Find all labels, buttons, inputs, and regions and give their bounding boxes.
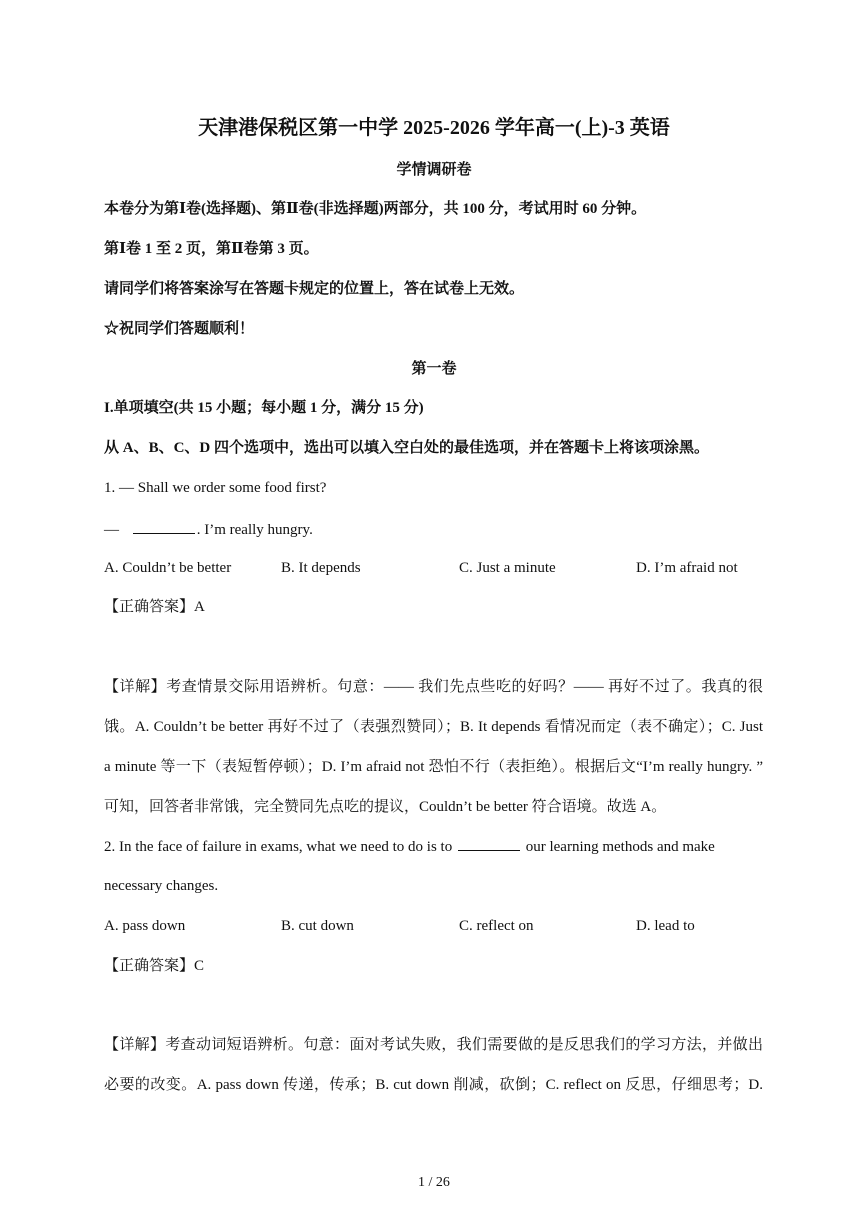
question-1-stem: 1. — Shall we order some food first? [104, 480, 327, 496]
question-1-option-a: A. Couldn’t be better [104, 560, 232, 576]
stem-text: our learning methods and make [525, 839, 715, 855]
question-1-option-c: C. Just a minute [459, 560, 556, 576]
question-2-explanation-line: 【详解】考查动词短语辨析。句意：面对考试失败，我们需要做的是反思我们的学习方法，并做出 [104, 1037, 763, 1053]
page-number: 1 / 26 [418, 1175, 450, 1190]
question-2-option-c: C. reflect on [459, 918, 534, 934]
intro-line-3: 请同学们将答案涂写在答题卡规定的位置上，答在试卷上无效。 [104, 281, 525, 297]
question-1-explanation-line: 饿。A. Couldn’t be better 再好不过了（表强烈赞同）；B. It depends 看情况而定（表不确定）；C. Just [104, 719, 763, 735]
question-2-stem-continued: necessary changes. [104, 878, 219, 894]
intro-line-2: 第Ⅰ卷 1 至 2 页，第Ⅱ卷第 3 页。 [104, 241, 319, 257]
part-heading: I.单项填空(共 15 小题；每小题 1 分，满分 15 分) [104, 400, 424, 416]
reply-dash: — [104, 522, 119, 538]
intro-line-1: 本卷分为第Ⅰ卷(选择题)、第Ⅱ卷(非选择题)两部分，共 100 分，考试用时 60 分钟。 [104, 201, 647, 217]
question-2-stem [104, 836, 715, 857]
intro-line-4: ☆祝同学们答题顺利！ [104, 321, 255, 337]
question-2-answer: 【正确答案】C [104, 958, 205, 974]
question-1-answer: 【正确答案】A [104, 599, 205, 615]
stem-text: 2. In the face of failure in exams, what we need to do is to [104, 839, 453, 855]
question-1-option-b: B. It depends [281, 560, 361, 576]
question-1-explanation-line: 【详解】考查情景交际用语辨析。句意：—— 我们先点些吃的好吗？—— 再好不过了。我真的很 [104, 679, 763, 695]
answer-blank [133, 519, 195, 534]
answer-blank [458, 836, 520, 851]
document-subtitle: 学情调研卷 [396, 162, 472, 178]
question-2-option-d: D. lead to [636, 918, 695, 934]
question-2-option-a: A. pass down [104, 918, 186, 934]
section-title: 第一卷 [411, 361, 457, 377]
question-1-explanation-line: a minute 等一下（表短暂停顿）；D. I’m afraid not 恐怕不行（表拒绝）。根据后文“I’m really hungry. ” [104, 759, 763, 775]
question-1-stem-reply [104, 519, 313, 540]
question-2-explanation-line: 必要的改变。A. pass down 传递，传承；B. cut down 削减，砍倒；C. reflect on 反思，仔细思考；D. [104, 1077, 763, 1093]
question-1-option-d: D. I’m afraid not [636, 560, 738, 576]
document-title: 天津港保税区第一中学 2025-2026 学年高一(上)-3 英语 [198, 117, 670, 139]
question-2-option-b: B. cut down [281, 918, 354, 934]
question-1-explanation-line: 可知，回答者非常饿，完全赞同先点吃的提议，Couldn’t be better 符合语境。故选 A。 [104, 799, 667, 815]
reply-text: . I’m really hungry. [196, 522, 313, 538]
part-instruction: 从 A、B、C、D 四个选项中，选出可以填入空白处的最佳选项，并在答题卡上将该项涂黑。 [104, 440, 710, 456]
